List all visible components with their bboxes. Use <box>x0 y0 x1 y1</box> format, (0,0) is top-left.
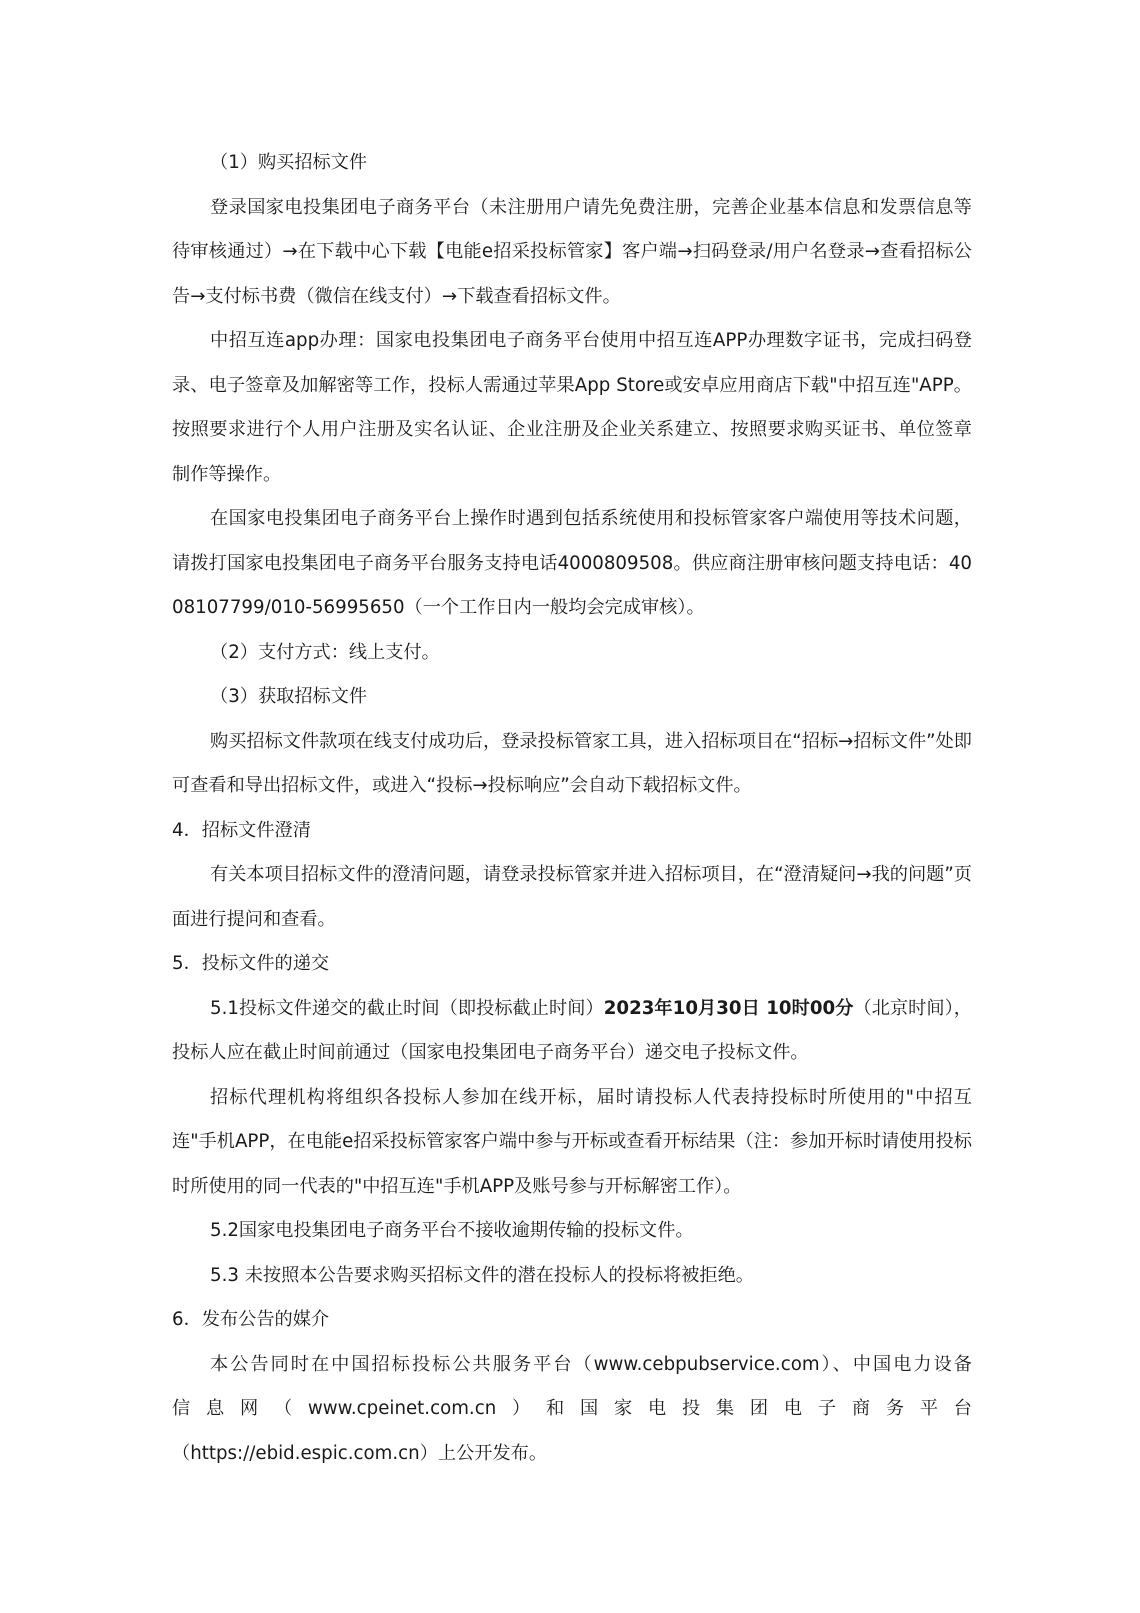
section-3-1-paragraph-3: 在国家电投集团电子商务平台上操作时遇到包括系统使用和投标管家客户端使用等技术问题，请拨打国家电投集团电子商务平台服务支持电话4000809508。供应商注册审核问题支持电话：4008107799/010-56995650（一个工作日内一般均会完成审核）。 <box>172 508 972 618</box>
section-3-2-heading: （2）支付方式：线上支付。 <box>210 641 440 663</box>
deadline-datetime: 2023年10月30日 10时00分 <box>603 997 854 1019</box>
section-6-line-3: （https://ebid.espic.com.cn）上公开发布。 <box>172 1442 548 1464</box>
section-4-heading: 4．招标文件澄清 <box>172 819 311 841</box>
section-3-1-paragraph-2: 中招互连app办理：国家电投集团电子商务平台使用中招互连APP办理数字证书，完成扫码登录、电子签章及加解密等工作，投标人需通过苹果App Store或安卓应用商店下载"中招互连"APP。按照要求进行个人用户注册及实名认证、企业注册及企业关系建立、按照要求购买证书、单位签章制作等操作。 <box>172 330 972 485</box>
section-6-line-1: 本公告同时在中国招标投标公共服务平台（www.cebpubservice.com）、中国电力设备 <box>210 1353 972 1375</box>
section-5-1-paragraph <box>172 987 972 1076</box>
document-body <box>172 141 972 1476</box>
section-5-1-paragraph-2: 招标代理机构将组织各投标人参加在线开标，届时请投标人代表持投标时所使用的"中招互连"手机APP，在电能e招采投标管家客户端中参与开标或查看开标结果（注：参加开标时请使用投标时所使用的同一代表的"中招互连"手机APP及账号参与开标解密工作）。 <box>172 1086 972 1197</box>
section-3-3-heading: （3）获取招标文件 <box>210 686 368 707</box>
section-5-3-paragraph: 5.3 未按照本公告要求购买招标文件的潜在投标人的投标将被拒绝。 <box>210 1264 754 1286</box>
section-3-1-paragraph-1: 登录国家电投集团电子商务平台（未注册用户请先免费注册，完善企业基本信息和发票信息等待审核通过）→在下载中心下载【电能e招采投标管家】客户端→扫码登录/用户名登录→查看招标公告→支付标书费（微信在线支付）→下载查看招标文件。 <box>172 196 972 307</box>
section-6-heading: 6．发布公告的媒介 <box>172 1309 330 1330</box>
section-3-3-paragraph-1: 购买招标文件款项在线支付成功后，登录投标管家工具，进入招标项目在“招标→招标文件”处即可查看和导出招标文件，或进入“投标→投标响应”会自动下载招标文件。 <box>172 730 972 796</box>
section-5-heading: 5．投标文件的递交 <box>172 953 330 974</box>
section-3-1-heading: （1）购买招标文件 <box>210 152 368 173</box>
section-6-line-2: 信息网（www.cpeinet.com.cn）和国家电投集团电子商务平台 <box>172 1398 972 1419</box>
section-5-1-text-before: 5.1投标文件递交的截止时间（即投标截止时间） <box>210 997 604 1019</box>
section-5-1-text-after: （北京时间），投标人应在截止时间前通过（国家电投集团电子商务平台）递交电子投标文件。 <box>172 997 972 1063</box>
section-5-2-paragraph: 5.2国家电投集团电子商务平台不接收逾期传输的投标文件。 <box>210 1220 694 1241</box>
section-4-paragraph-1: 有关本项目招标文件的澄清问题，请登录投标管家并进入招标项目，在“澄清疑问→我的问题”页面进行提问和查看。 <box>172 864 972 930</box>
